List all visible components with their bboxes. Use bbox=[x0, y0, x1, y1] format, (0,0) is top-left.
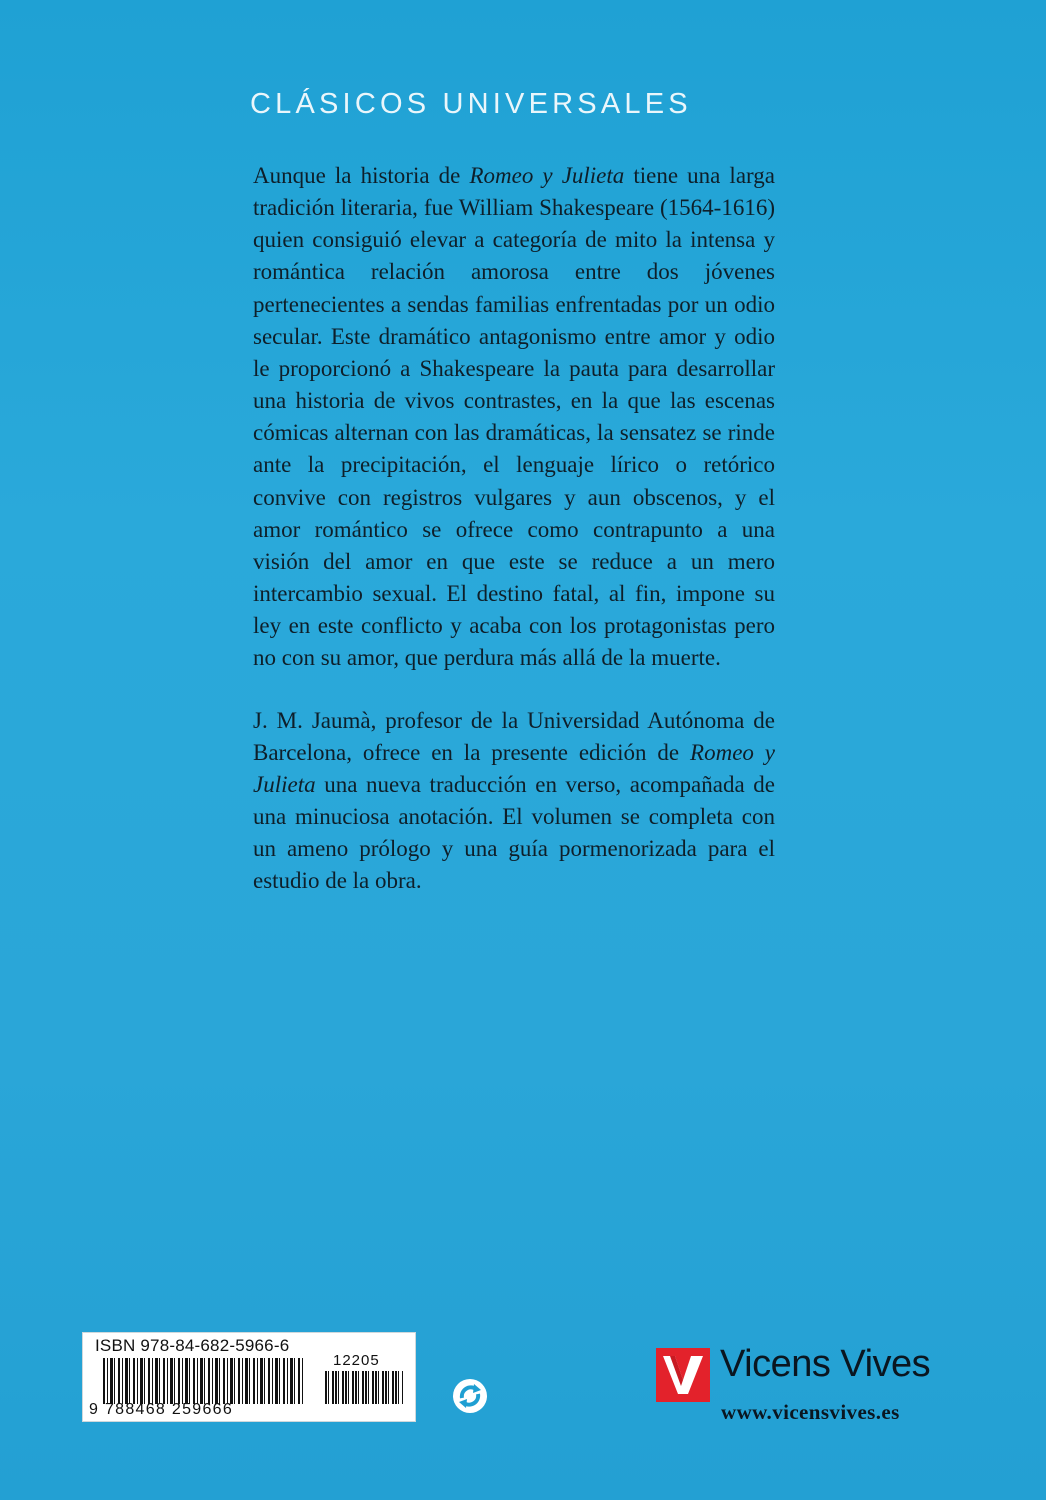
book-title-italic: Romeo y Julieta bbox=[253, 739, 776, 797]
blurb-text: J. M. Jaumà, profesor de la Universidad Autónoma de Barcelona, ofrece en la presente edición de bbox=[253, 707, 775, 765]
publisher-url[interactable]: www.vicensvives.es bbox=[721, 1400, 900, 1424]
blurb-text: una nueva traducción en verso, acompañada de una minuciosa anotación. El volumen se completa con un ameno prólogo y una guía pormenorizada para el estudio de la obra. bbox=[253, 771, 775, 894]
vicens-vives-logo-icon bbox=[656, 1348, 710, 1402]
barcode-main bbox=[103, 1358, 303, 1404]
back-cover-blurb bbox=[253, 160, 775, 897]
blurb-paragraph-1 bbox=[253, 160, 775, 675]
publisher-name: Vicens Vives bbox=[720, 1343, 931, 1385]
series-title: CLÁSICOS UNIVERSALES bbox=[250, 88, 692, 120]
barcode-addon bbox=[325, 1371, 403, 1404]
blurb-text: tiene una larga tradición literaria, fue William Shakespeare (1564-1616) quien consiguió elevar a categoría de mito la intensa y romántica relación amorosa entre dos jóvenes pertenecientes a sendas familias enfrentadas por un odio secular. Este dramático antagonismo entre amor y odio le proporcionó a Shakespeare la pauta para desarrollar una historia de vivos contrastes, en la que las escenas cómicas alternan con las dramáticas, la sensatez se rinde ante la precipitación, el lenguaje lírico o retórico convive con registros vulgares y aun obscenos, y el amor romántico se ofrece como contrapunto a una visión del amor en que este se reduce a un mero intercambio sexual. El destino fatal, al fin, impone su ley en este conflicto y acaba con los protagonistas pero no con su amor, que perdura más allá de la muerte. bbox=[253, 163, 775, 671]
isbn-label: ISBN 978-84-682-5966-6 bbox=[95, 1336, 290, 1355]
recycle-icon bbox=[452, 1378, 488, 1414]
book-title-italic: Romeo y Julieta bbox=[469, 163, 625, 188]
blurb-paragraph-2 bbox=[253, 705, 775, 898]
barcode-addon-number: 12205 bbox=[333, 1352, 380, 1369]
barcode-number: 9 788468 259666 bbox=[89, 1401, 234, 1418]
blurb-text: Aunque la historia de bbox=[253, 163, 470, 188]
isbn-barcode-box bbox=[82, 1332, 416, 1422]
